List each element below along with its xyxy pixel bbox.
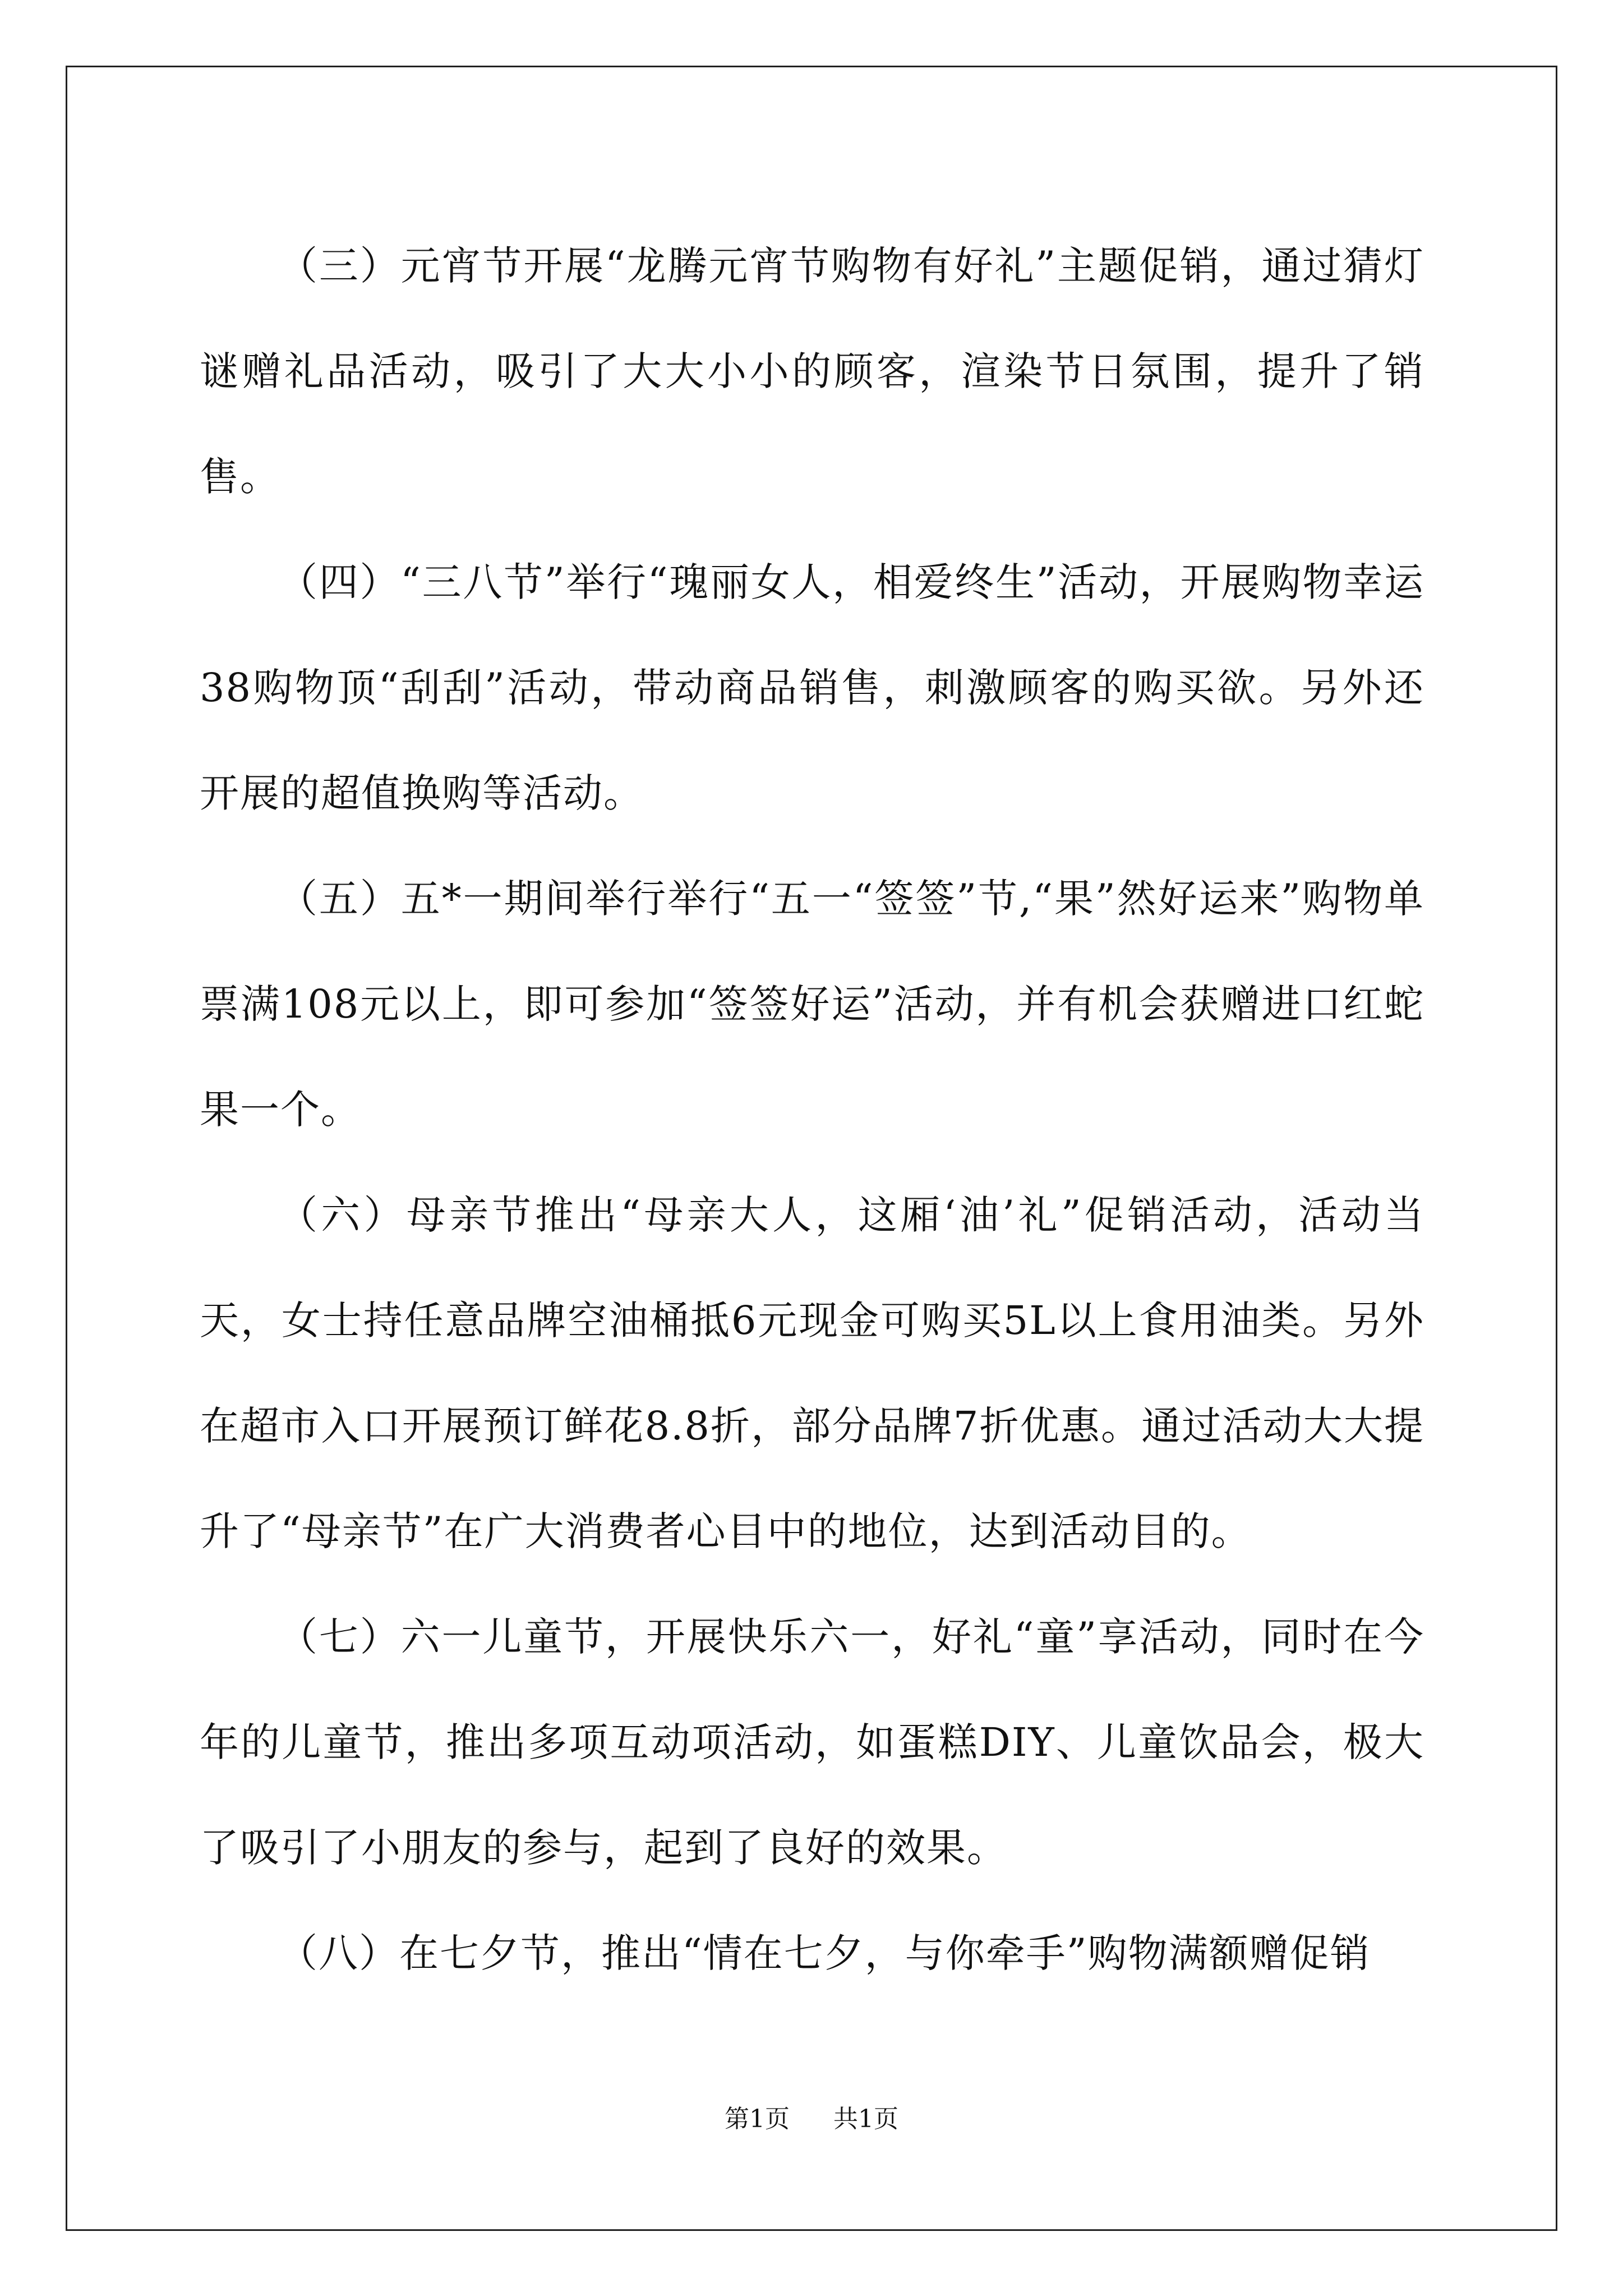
paragraph-womens-day: （四）“三八节”举行“瑰丽女人，相爱终生”活动，开展购物幸运38购物顶“刮刮”活动，带动商品销售，刺激顾客的购买欲。另外还开展的超值换购等活动。 <box>200 559 1424 816</box>
page-number: 第1页 <box>725 2105 790 2133</box>
paragraph-childrens-day: （七）六一儿童节，开展快乐六一，好礼“童”享活动，同时在今年的儿童节，推出多项互动项活动，如蛋糕DIY、儿童饮品会，极大了吸引了小朋友的参与，起到了良好的效果。 <box>200 1614 1424 1871</box>
paragraph-labor-day: （五）五*一期间举行举行“五一“签签”节,“果”然好运来”购物单票满108元以上，即可参加“签签好运”活动，并有机会获赠进口红蛇果一个。 <box>200 876 1424 1133</box>
paragraph-mothers-day: （六）母亲节推出“母亲大人，这厢‘油’礼”促销活动，活动当天，女士持任意品牌空油桶抵6元现金可购买5L以上食用油类。另外在超市入口开展预订鲜花8.8折，部分品牌7折优惠。通过活动大大提升了“母亲节”在广大消费者心目中的地位，达到活动目的。 <box>200 1192 1424 1554</box>
paragraph-lantern-festival: （三）元宵节开展“龙腾元宵节购物有好礼”主题促销，通过猜灯谜赠礼品活动，吸引了大大小小的顾客，渲染节日氛围，提升了销售。 <box>200 243 1424 500</box>
paragraph-qixi-festival: （八）在七夕节，推出“情在七夕，与你牵手”购物满额赠促销 <box>278 1930 1371 1976</box>
document-body <box>200 213 1424 2006</box>
page-footer <box>0 2102 1623 2136</box>
page-total: 共1页 <box>833 2105 898 2133</box>
